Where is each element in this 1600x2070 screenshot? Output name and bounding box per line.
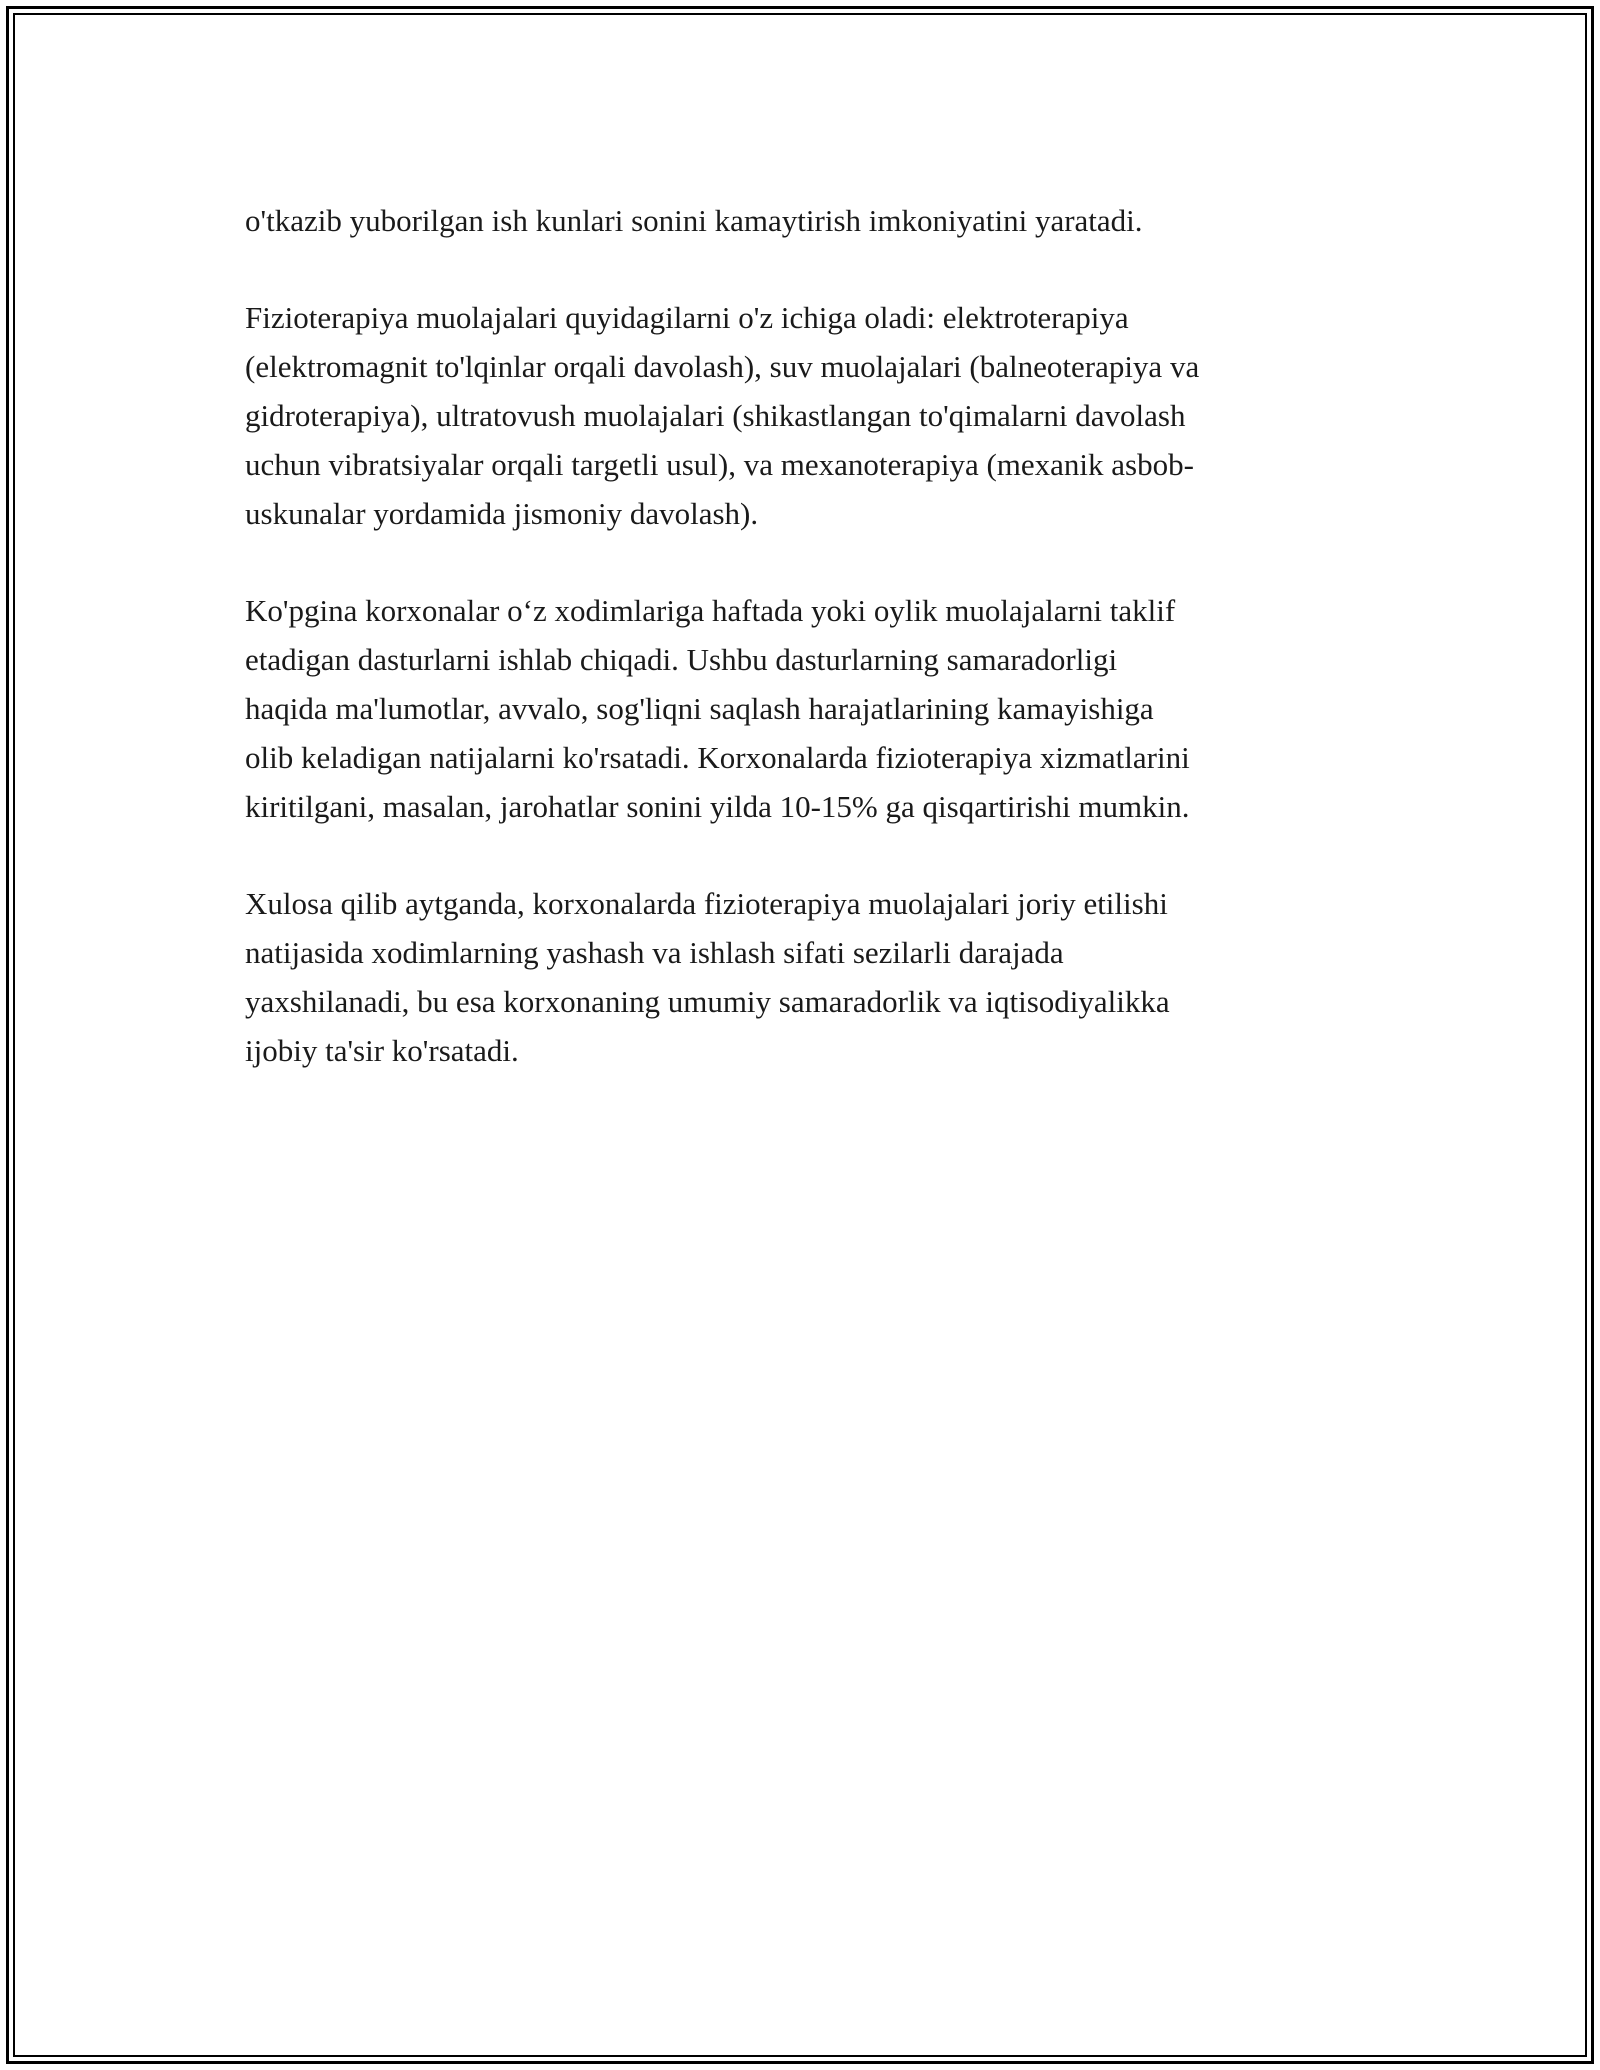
paragraph-3 bbox=[245, 586, 1385, 831]
page-frame bbox=[6, 6, 1594, 2064]
text-line: Xulosa qilib aytganda, korxonalarda fizioterapiya muolajalari joriy etilishi bbox=[245, 886, 1168, 921]
paragraph-1 bbox=[245, 196, 1385, 245]
text-line: ijobiy ta'sir ko'rsatadi. bbox=[245, 1033, 519, 1068]
text-line: uchun vibratsiyalar orqali targetli usul), va mexanoterapiya (mexanik asbob- bbox=[245, 447, 1194, 482]
text-line: Fizioterapiya muolajalari quyidagilarni o'z ichiga oladi: elektroterapiya bbox=[245, 300, 1129, 335]
text-line: olib keladigan natijalarni ko'rsatadi. Korxonalarda fizioterapiya xizmatlarini bbox=[245, 740, 1190, 775]
text-line: kiritilgani, masalan, jarohatlar sonini yilda 10-15% ga qisqartirishi mumkin. bbox=[245, 789, 1190, 824]
text-line: o'tkazib yuborilgan ish kunlari sonini kamaytirish imkoniyatini yaratadi. bbox=[245, 203, 1143, 238]
text-line: etadigan dasturlarni ishlab chiqadi. Ushbu dasturlarning samaradorligi bbox=[245, 642, 1118, 677]
document-body bbox=[245, 196, 1385, 1123]
text-line: haqida ma'lumotlar, avvalo, sog'liqni saqlash harajatlarining kamayishiga bbox=[245, 691, 1154, 726]
text-line: yaxshilanadi, bu esa korxonaning umumiy samaradorlik va iqtisodiyalikka bbox=[245, 984, 1170, 1019]
text-line: gidroterapiya), ultratovush muolajalari (shikastlangan to'qimalarni davolash bbox=[245, 398, 1186, 433]
text-line: Ko'pgina korxonalar o‘z xodimlariga haftada yoki oylik muolajalarni taklif bbox=[245, 593, 1176, 628]
text-line: (elektromagnit to'lqinlar orqali davolash), suv muolajalari (balneoterapiya va bbox=[245, 349, 1200, 384]
text-line: natijasida xodimlarning yashash va ishlash sifati sezilarli darajada bbox=[245, 935, 1064, 970]
paragraph-2 bbox=[245, 293, 1385, 538]
paragraph-4 bbox=[245, 879, 1385, 1075]
text-line: uskunalar yordamida jismoniy davolash). bbox=[245, 496, 759, 531]
